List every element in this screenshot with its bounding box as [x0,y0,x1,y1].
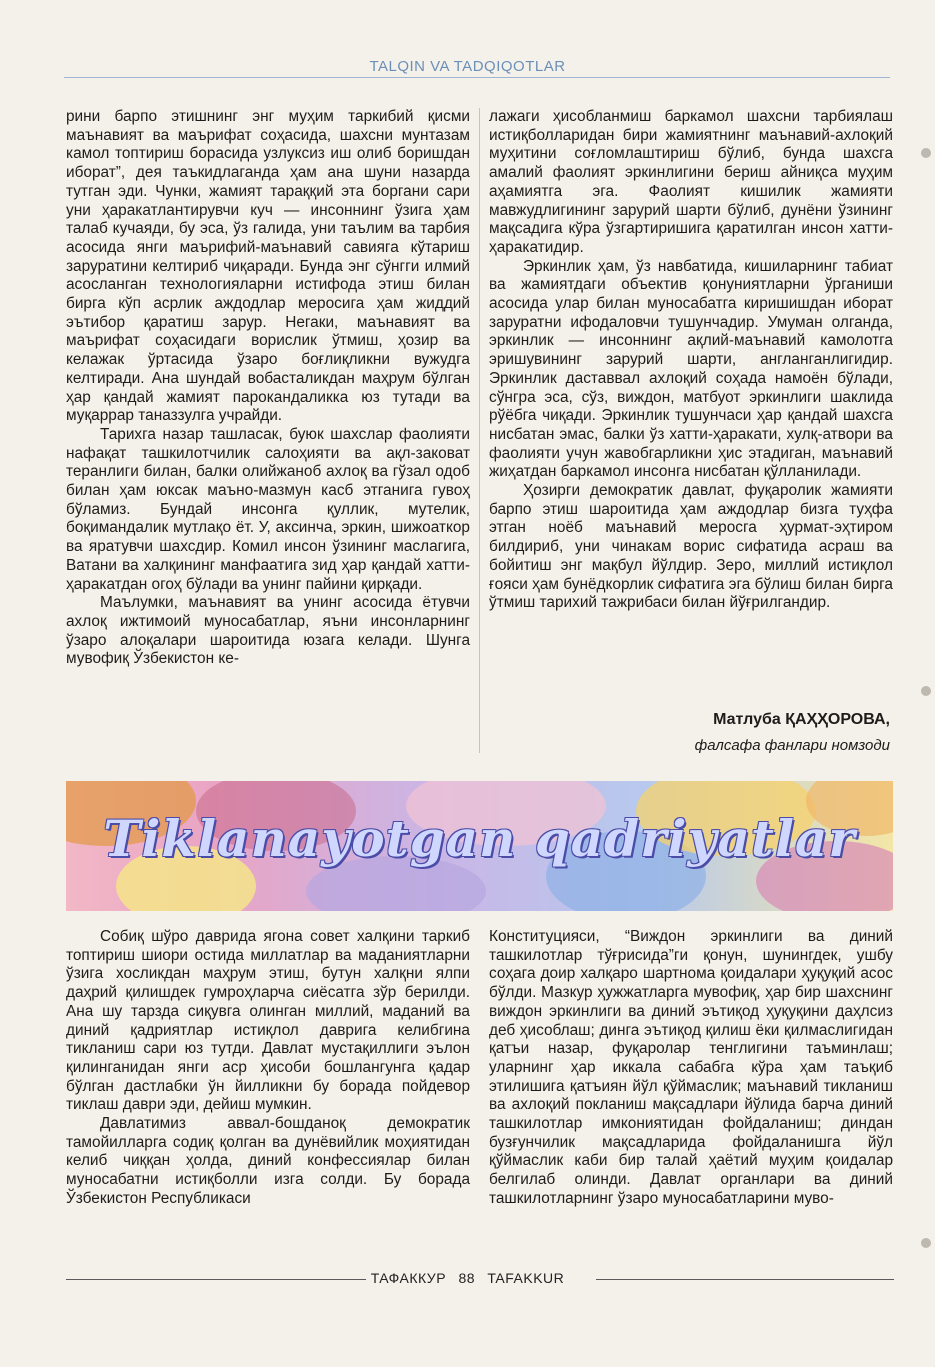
article2-left-column [66,928,470,1209]
article1-left-column [66,108,470,669]
article-title: Tiklanayotgan qadriyatlar [103,809,856,868]
header-rule [64,77,890,78]
article1-right-column [489,108,893,613]
footer [0,1270,935,1286]
article2-right-column [489,928,893,1209]
footer-journal-latin: TAFAKKUR [487,1270,565,1286]
article2-left-paragraph-1: Собиқ шўро даврида ягона совет халқини таркиб топтириш шиори остида миллатлар ва маданиятларни ўзига хосликдан маҳрум этиш, бутун халқни ялпи даҳрий қилишдек гумроҳларча сиёсатга зўр берилди. Ана шу тарзда сиқувга олинган миллий, маданий ва диний қадриятлар истиқлол даврига келибгина тикланиш сари юз тутди. Давлат мустақиллиги эълон қилинганидан янги аср ҳисоби бошлангунга қадар бўлган дастлабки ўн йилликни бу борада пойдевор тиклаш даври эди, дейиш мумкин. [66,928,470,1114]
article1-left-paragraph-1: рини барпо этишнинг энг муҳим таркибий қисми маънавият ва маърифат соҳасида, шахсни мунтазам камол топтириш борасида узлуксиз иш олиб боришдан иборат”, дея таъкидлаганда ҳам ана шуни назарда тутган эди. Чунки, жамият тараққий эта боргани сари уни ҳаракатлантирувчи куч — инсоннинг ўзига ҳам талаб кучаяди, бу эса, ўз галида, уни таълим ва тарбия асосида янги маърифий-маънавий савияга кўтариш заруратини келтириб чиқаради. Бунда энг сўнгги илмий асосланган технологияларни истифода этиш билан бирга кўп асрлик аждодлар меросига ҳам жиддий эътибор қаратиш зарур. Негаки, маънавият ва маърифат соҳасидаги ворислик ўтмиш, ҳозир ва келажак ўртасида ўзаро боғлиқликни вужудга келтиради. Ана шундай вобасталикдан маҳрум бўлган ҳар қандай жамият парокандаликка юз тутади ва муқаррар таназзулга учрайди. [66,108,470,425]
binder-hole [921,686,931,696]
article-title-banner [66,781,893,911]
article1-right-paragraph-2: Эркинлик ҳам, ўз навбатида, кишиларнинг табиат ва жамиятдаги объектив қонуниятларни ўрганиши асосида улар билан муносабатга киришишдан иборат заруратни ифодаловчи тушунчадир. Умуман олганда, эркинлик — инсоннинг ақлий-маънавий камолотга эришувининг зарурий шарти, англанганлигидир. Эркинлик даставвал ахлоқий соҳада намоён бўлади, сўнгра эса, сўз, виждон, матбуот эркинлиги шаклида рўёбга чиқади. Эркинлик тушунчаси ҳар қандай шахсга нисбатан эмас, балки ўз хатти-ҳаракати, хулқ-атвори ва фаолияти учун жавобгарликни ҳис этадиган, маънавий жиҳатдан баркамол инсонга нисбатан қўлланилади. [489,257,893,481]
article1-right-paragraph-3: Ҳозирги демократик давлат, фуқаролик жамияти барпо этиш шароитида ҳам аждодлар бизга туҳфа этган ноёб маънавий меросга ҳурмат-эҳтиром билдириб, уни чинакам ворис сифатида асраш ва бойитиш энг мақбул йўлдир. Зеро, миллий истиқлол ғояси ҳам бунёдкорлик сифатига эга бўлиш билан бирга ўтмиш тарихий тажрибаси билан йўғрилгандир. [489,482,893,612]
article1-left-paragraph-2: Тарихга назар ташласак, буюк шахслар фаолияти нафақат ташкилотчилик салоҳияти ва ақл-заковат теранлиги билан, балки олийжаноб ахлоқ ва гўзал одоб билан ҳам юксак маъно-мазмун касб этганига гувоҳ бўламиз. Бундай инсонга қуллик, мутелик, боқимандалик мутлақо ёт. У, аксинча, эркин, шижоаткор ва яратувчи шахсдир. Комил инсон ўзининг маслагига, Ватани ва халқининг манфаатига зид ҳар қандай хатти-ҳаракатдан огоҳ бўлади ва унинг пайини қирқади. [66,425,470,593]
binder-hole [921,1238,931,1248]
author-name: Матлуба ҚАҲҲОРОВА, [713,711,890,728]
binder-hole [921,148,931,158]
author-title: фалсафа фанлари номзоди [694,737,890,754]
column-divider [479,108,480,753]
footer-journal-cyrillic: ТАФАККУР [370,1270,447,1286]
article1-left-paragraph-3: Маълумки, маънавият ва унинг асосида ётувчи ахлоқ ижтимоий муносабатлар, яъни инсонларнинг ўзаро алоқалари шароитида юзага келади. Шунга мувофиқ Ўзбекистон ке- [66,594,470,668]
article2-right-paragraph-1: Конституцияси, “Виждон эркинлиги ва диний ташкилотлар тўғрисида”ги қонун, шунингдек, ушбу соҳага доир халқаро шартнома қоидалари ҳуқуқий асос бўлди. Мазкур ҳужжатларга мувофиқ, ҳар бир шахснинг виждон эркинлиги ва диний эътиқод ҳуқуқини даҳлсиз деб ҳисоблаш; динга эътиқод қилиш ёки қилмаслигидан қатъи назар, фуқаролар тенглигини таъминлаш; уларнинг ҳар иккала сабабга кўра ҳам таъқиб этилишига қатъиян йўл қўймаслик; маънавий тикланиш ва ахлоқий покланиш мақсадлари йўлида барча диний ташкилотлар имкониятидан фойдаланиш; диндан бузғунчилик мақсадларида фойдаланишга йўл қўймаслик каби бир талай ҳаётий муҳим қоидалар белгилаб олинди. Давлат органлари ва диний ташкилотларнинг ўзаро муносабатларини муво- [489,928,893,1207]
article1-right-paragraph-1: лажаги ҳисобланмиш баркамол шахсни тарбиялаш истиқболларидан бири жамиятнинг маънавий-ахлоқий муҳитини соғломлаштириш бўлиб, бунда шахсга амалий фаолият эркинлигини бериш айниқса муҳим аҳамиятга эга. Фаолият кишилик жамияти мавжудлигининг зарурий шарти бўлиб, дунёни ўзининг мақсадига кўра ўзгартиришига қаратилган инсон хатти-ҳаракатидир. [489,108,893,256]
running-head: TALQIN VA TADQIQOTLAR [369,58,566,75]
page-number: 88 [458,1270,476,1286]
article2-left-paragraph-2: Давлатимиз аввал-бошданоқ демократик тамойилларга содиқ қолган ва дунёвийлик моҳиятидан келиб чиққан ҳолда, диний конфессиялар билан муносабатни истиқболли изга солди. Бу борада Ўзбекистон Республикаси [66,1115,470,1207]
